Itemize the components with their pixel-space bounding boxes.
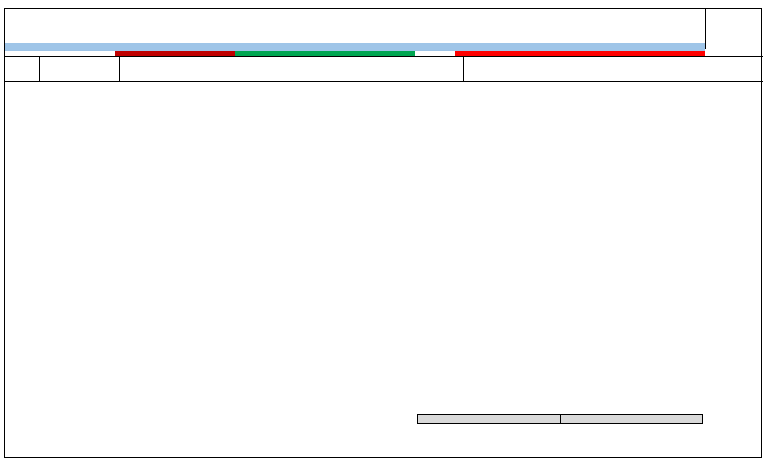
header-evening-time — [415, 57, 464, 81]
legend-header-name — [560, 415, 703, 424]
legend-header-day — [418, 415, 561, 424]
header-time — [39, 57, 120, 81]
morning-band — [5, 43, 415, 51]
header-date-days — [5, 57, 40, 81]
timetable-sheet — [4, 8, 762, 458]
evening-band — [415, 43, 705, 51]
batch-box — [705, 9, 763, 49]
column-header-row — [5, 56, 763, 82]
teacher-legend-table — [417, 414, 703, 424]
